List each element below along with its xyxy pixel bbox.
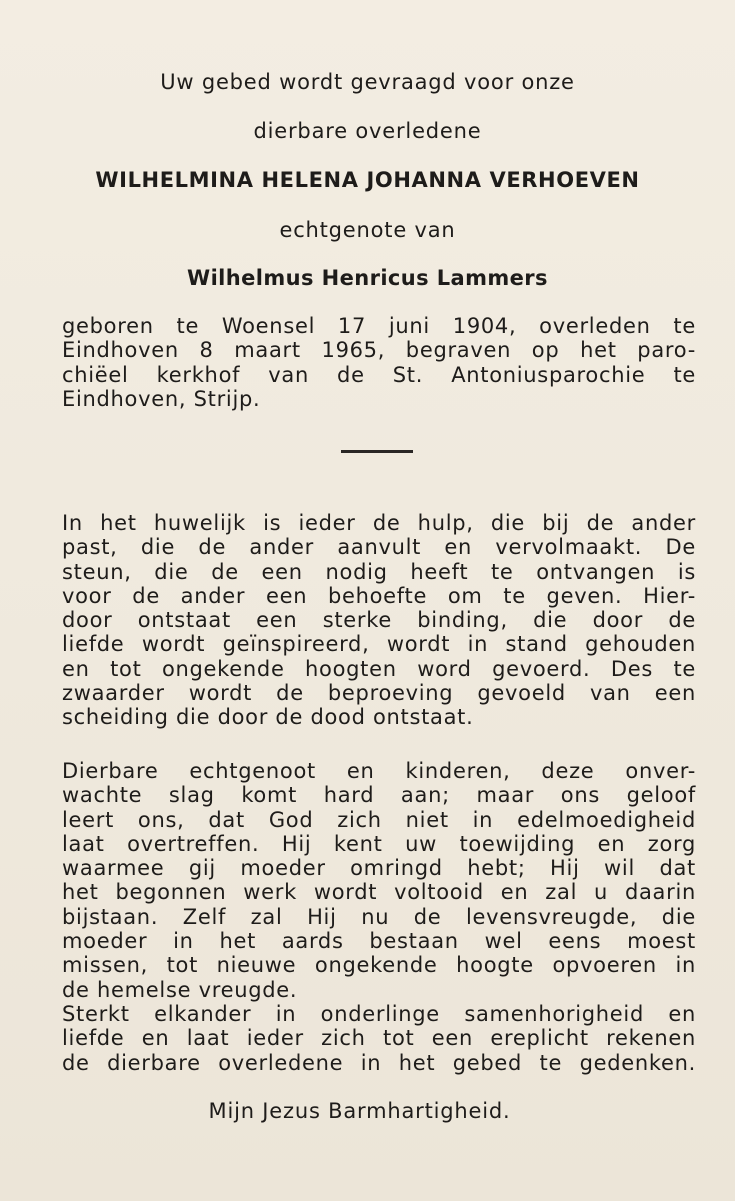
paragraph-line: laat overtreffen. Hij kent uw toewijding en zorg <box>62 831 696 856</box>
paragraph-line: past, die de ander aanvult en vervolmaakt. De <box>62 535 696 560</box>
paragraph-line: Dierbare echtgenoot en kinderen, deze onver- <box>62 759 696 783</box>
intro-line-2: dierbare overledene <box>253 119 482 143</box>
paragraph-line: steun, die de een nodig heeft te ontvangen is <box>62 559 696 584</box>
paragraph-line: de hemelse vreugde. <box>62 977 298 1002</box>
intro-line-1: Uw gebed wordt gevraagd voor onze <box>160 70 575 94</box>
divider-rule <box>341 450 413 453</box>
paragraph-line: liefde wordt geïnspireerd, wordt in stand gehouden <box>62 632 696 657</box>
paragraph-line: zwaarder wordt de beproeving gevoeld van een <box>62 681 696 706</box>
biography <box>62 314 696 411</box>
closing-prayer: Mijn Jezus Barmhartigheid. <box>208 1099 511 1123</box>
paragraph-line: het begonnen werk wordt voltooid en zal u daarin <box>62 880 696 905</box>
family-paragraph <box>62 759 696 1075</box>
biography-line: chiëel kerkhof van de St. Antoniusparochie te <box>62 362 696 387</box>
marriage-paragraph <box>62 511 696 730</box>
paragraph-line: door ontstaat een sterke binding, die door de <box>62 608 696 633</box>
deceased-name: WILHELMINA HELENA JOHANNA VERHOEVEN <box>95 168 640 192</box>
paragraph-line: scheiding die door de dood ontstaat. <box>62 705 474 730</box>
spouse-intro: echtgenote van <box>279 218 456 242</box>
paragraph-line: wachte slag komt hard aan; maar ons geloof <box>62 783 696 808</box>
spouse-name: Wilhelmus Henricus Lammers <box>187 266 548 290</box>
paragraph-line: Sterkt elkander in onderlinge samenhorigheid en <box>62 1001 696 1026</box>
biography-line: geboren te Woensel 17 juni 1904, overleden te <box>62 314 696 338</box>
paragraph-line: liefde en laat ieder zich tot een ereplicht rekenen <box>62 1026 696 1051</box>
paragraph-line: waarmee gij moeder omringd hebt; Hij wil dat <box>62 856 696 881</box>
paragraph-line: bijstaan. Zelf zal Hij nu de levensvreugde, die <box>62 904 696 929</box>
paragraph-line: missen, tot nieuwe ongekende hoogte opvoeren in <box>62 953 696 978</box>
paragraph-line: moeder in het aards bestaan wel eens moest <box>62 929 696 954</box>
biography-line: Eindhoven, Strijp. <box>62 386 261 411</box>
paragraph-line: voor de ander een behoefte om te geven. Hier- <box>62 583 696 608</box>
biography-line: Eindhoven 8 maart 1965, begraven op het paro- <box>62 338 696 363</box>
paragraph-line: leert ons, dat God zich niet in edelmoedigheid <box>62 807 696 832</box>
paragraph-line: de dierbare overledene in het gebed te gedenken. <box>62 1050 696 1075</box>
paragraph-line: en tot ongekende hoogten word gevoerd. Des te <box>62 656 696 681</box>
paragraph-line: In het huwelijk is ieder de hulp, die bij de ander <box>62 511 696 535</box>
